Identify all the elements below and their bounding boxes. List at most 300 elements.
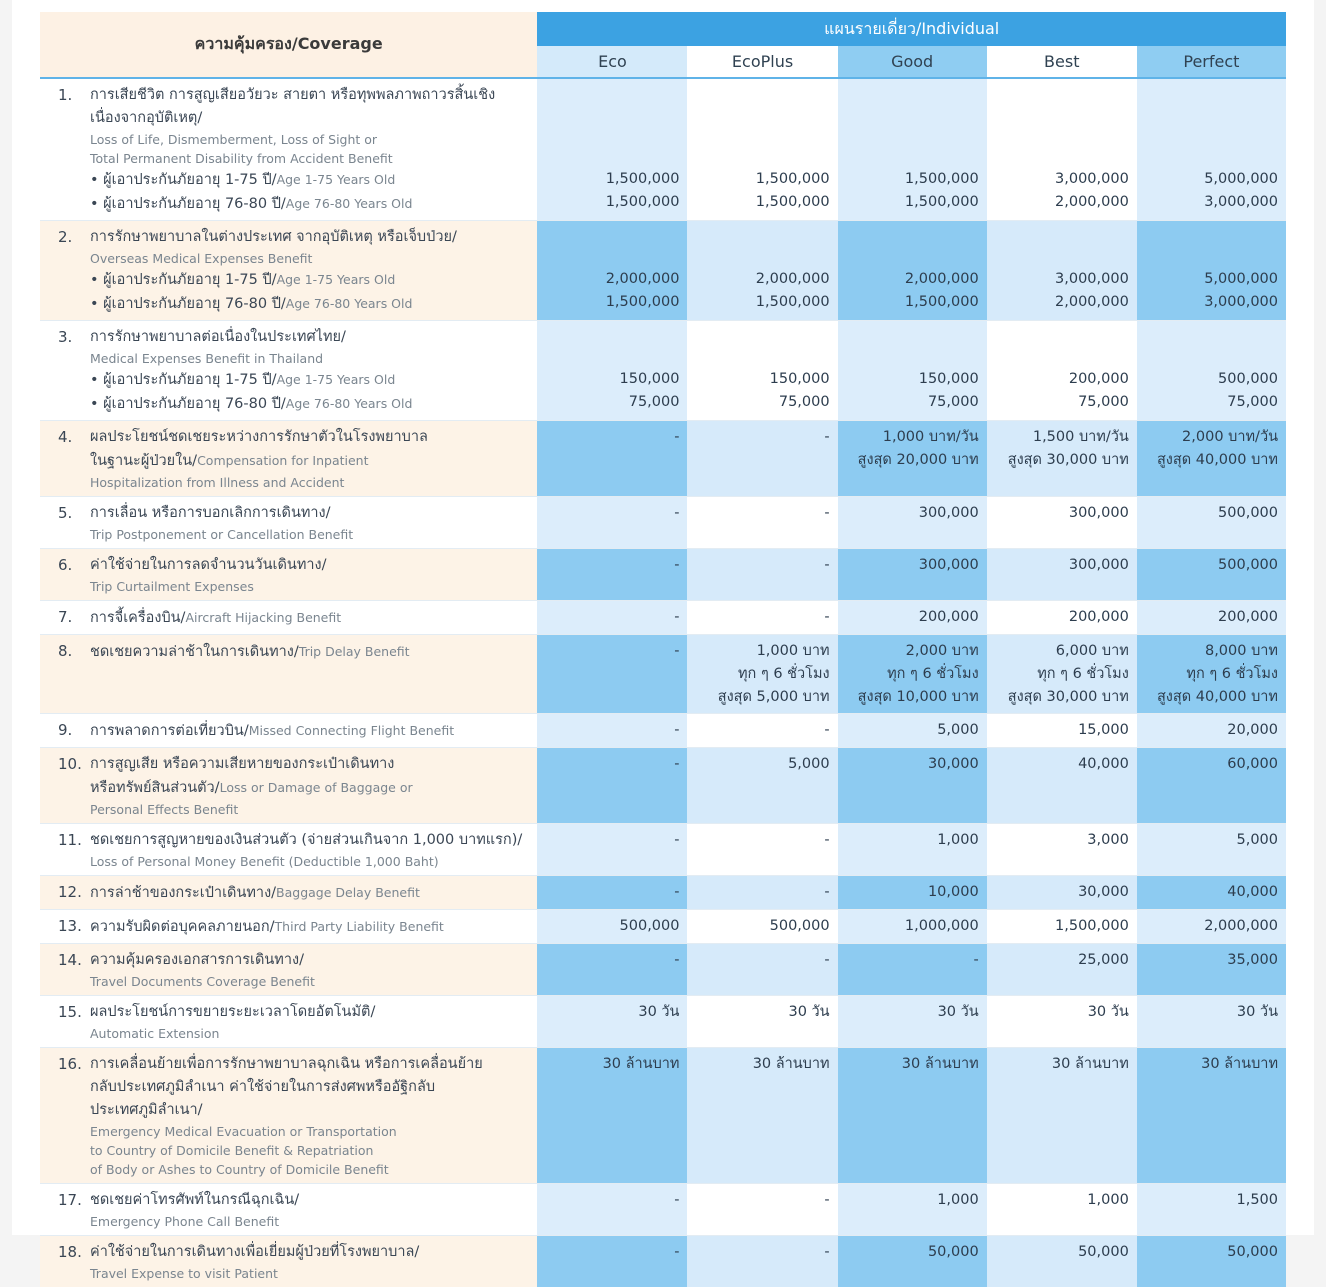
coverage-title-th xyxy=(90,753,529,776)
plan-value-best xyxy=(987,910,1137,944)
value-line: - xyxy=(541,829,679,852)
coverage-title-th-text: การจี้เครื่องบิน/ xyxy=(90,610,185,626)
value-line: 2,000,000 xyxy=(991,191,1129,214)
coverage-row xyxy=(40,549,1286,601)
value-line: 15,000 xyxy=(991,719,1129,742)
value-line: 30 ล้านบาท xyxy=(842,1053,979,1076)
coverage-title-th-text: ค่าใช้จ่ายในการลดจำนวนวันเดินทาง/ xyxy=(90,557,327,573)
value-line: 3,000 xyxy=(991,829,1129,852)
value-line: 30 วัน xyxy=(541,1001,679,1024)
plan-value-eco xyxy=(537,497,687,549)
plan-value-eco xyxy=(537,910,687,944)
plan-value-eco xyxy=(537,1236,687,1287)
plan-header-perfect: Perfect xyxy=(1137,46,1286,78)
value-line: 500,000 xyxy=(691,915,829,938)
coverage-title-th xyxy=(90,107,529,130)
coverage-title-th xyxy=(90,606,529,630)
row-number: 12. xyxy=(58,881,90,905)
value-line: 1,500,000 xyxy=(842,168,979,191)
plan-value-perfect xyxy=(1137,910,1286,944)
value-line: 200,000 xyxy=(842,606,979,629)
coverage-title-th-text: ความรับผิดต่อบุคคลภายนอก/ xyxy=(90,919,275,935)
coverage-title-en: to Country of Domicile Benefit & Repatriation xyxy=(90,1141,529,1160)
coverage-title-th-text: การเสียชีวิต การสูญเสียอวัยวะ สายตา หรือทุพพลภาพถาวรสิ้นเชิง xyxy=(90,87,495,103)
value-line: 2,000 บาท xyxy=(842,640,979,663)
plan-value-perfect xyxy=(1137,321,1286,421)
value-line: ทุก ๆ 6 ชั่วโมง xyxy=(842,663,979,686)
coverage-title-th xyxy=(90,226,529,249)
plan-value-ecoplus xyxy=(687,996,837,1048)
coverage-row xyxy=(40,1048,1286,1184)
value-line: 5,000,000 xyxy=(1141,268,1278,291)
plan-value-eco xyxy=(537,996,687,1048)
plan-value-eco xyxy=(537,714,687,748)
plan-value-eco xyxy=(537,635,687,714)
coverage-title-th xyxy=(90,84,529,107)
value-line: 2,000,000 xyxy=(1141,915,1278,938)
plan-value-eco xyxy=(537,78,687,221)
plan-header-best: Best xyxy=(987,46,1137,78)
plan-value-ecoplus xyxy=(687,1236,837,1287)
value-line: 1,500,000 xyxy=(842,191,979,214)
value-line: - xyxy=(691,881,829,904)
plan-value-good xyxy=(838,944,987,996)
plan-value-best xyxy=(987,714,1137,748)
coverage-title-th-text: ความคุ้มครองเอกสารการเดินทาง/ xyxy=(90,952,304,968)
value-line: 30,000 xyxy=(991,881,1129,904)
coverage-description xyxy=(40,497,537,549)
age-group-th: • ผู้เอาประกันภัยอายุ 1-75 ปี/ xyxy=(90,272,277,288)
value-line: 2,000,000 xyxy=(691,268,829,291)
coverage-row xyxy=(40,1184,1286,1236)
coverage-row xyxy=(40,635,1286,714)
coverage-title-en: Total Permanent Disability from Accident Benefit xyxy=(90,149,529,168)
value-line: ทุก ๆ 6 ชั่วโมง xyxy=(991,663,1129,686)
coverage-title-en: Overseas Medical Expenses Benefit xyxy=(90,249,529,268)
value-line: สูงสุด 20,000 บาท xyxy=(842,449,979,472)
plan-value-best xyxy=(987,1236,1137,1287)
coverage-title-th xyxy=(90,554,529,577)
age-group-label xyxy=(90,392,529,416)
value-line: 30 วัน xyxy=(991,1001,1129,1024)
row-number: 18. xyxy=(58,1241,90,1283)
value-line: 1,500,000 xyxy=(541,291,679,314)
coverage-title-en-inline: Missed Connecting Flight Benefit xyxy=(249,723,454,738)
coverage-title-th xyxy=(90,1189,529,1212)
value-line: 30 ล้านบาท xyxy=(691,1053,829,1076)
plan-value-good xyxy=(838,876,987,910)
coverage-description xyxy=(40,1236,537,1287)
coverage-row xyxy=(40,221,1286,321)
value-line: - xyxy=(541,949,679,972)
value-line: 3,000,000 xyxy=(991,268,1129,291)
plan-value-ecoplus xyxy=(687,714,837,748)
value-line: - xyxy=(691,829,829,852)
plan-value-eco xyxy=(537,221,687,321)
coverage-title-en: Hospitalization from Illness and Accident xyxy=(90,473,529,492)
value-line: ทุก ๆ 6 ชั่วโมง xyxy=(691,663,829,686)
row-number: 13. xyxy=(58,915,90,939)
coverage-title-th xyxy=(90,1241,529,1264)
document-page xyxy=(12,0,1314,1235)
coverage-description xyxy=(40,601,537,635)
coverage-title-th-text: การพลาดการต่อเที่ยวบิน/ xyxy=(90,723,249,739)
coverage-title-th-text: ผลประโยชน์การขยายระยะเวลาโดยอัตโนมัติ/ xyxy=(90,1004,375,1020)
coverage-title-th-text: การสูญเสีย หรือความเสียหายของกระเป๋าเดินทาง xyxy=(90,756,394,772)
value-line: - xyxy=(541,1241,679,1264)
plan-value-best xyxy=(987,1184,1137,1236)
value-line: สูงสุด 40,000 บาท xyxy=(1141,449,1278,472)
row-number: 1. xyxy=(58,84,90,216)
plan-value-perfect xyxy=(1137,944,1286,996)
plan-value-perfect xyxy=(1137,714,1286,748)
age-group-label xyxy=(90,268,529,292)
coverage-title-th-text: ค่าใช้จ่ายในการเดินทางเพื่อเยี่ยมผู้ป่วยที่โรงพยาบาล/ xyxy=(90,1244,419,1260)
value-line: - xyxy=(691,1241,829,1264)
value-line: สูงสุด 40,000 บาท xyxy=(1141,686,1278,709)
value-line: - xyxy=(541,426,679,449)
row-number: 11. xyxy=(58,829,90,871)
plan-value-perfect xyxy=(1137,601,1286,635)
coverage-title-th-text: ชดเชยการสูญหายของเงินส่วนตัว (จ่ายส่วนเกินจาก 1,000 บาทแรก)/ xyxy=(90,832,522,848)
age-group-en: Age 1-75 Years Old xyxy=(277,372,396,387)
plan-value-good xyxy=(838,910,987,944)
value-line: 1,000 xyxy=(842,829,979,852)
value-line: 1,000 บาท/วัน xyxy=(842,426,979,449)
coverage-title-th-text: ประเทศภูมิลำเนา/ xyxy=(90,1102,203,1118)
coverage-description xyxy=(40,824,537,876)
plan-value-best xyxy=(987,996,1137,1048)
coverage-title-th xyxy=(90,719,529,743)
plan-value-perfect xyxy=(1137,549,1286,601)
value-line: - xyxy=(691,502,829,525)
plan-value-good xyxy=(838,1184,987,1236)
row-number: 17. xyxy=(58,1189,90,1231)
age-group-en: Age 1-75 Years Old xyxy=(277,272,396,287)
coverage-row xyxy=(40,996,1286,1048)
value-line: 75,000 xyxy=(991,391,1129,414)
plan-value-best xyxy=(987,944,1137,996)
value-line: 50,000 xyxy=(842,1241,979,1264)
coverage-title-th xyxy=(90,1053,529,1076)
value-line: 30 วัน xyxy=(691,1001,829,1024)
coverage-title-th-text: การเลื่อน หรือการบอกเลิกการเดินทาง/ xyxy=(90,505,331,521)
coverage-title-en: Trip Postponement or Cancellation Benefit xyxy=(90,525,529,544)
row-number: 7. xyxy=(58,606,90,630)
plan-header-eco: Eco xyxy=(537,46,687,78)
value-line: 2,000 บาท/วัน xyxy=(1141,426,1278,449)
value-line: 1,500,000 xyxy=(991,915,1129,938)
row-number: 3. xyxy=(58,326,90,416)
value-line: 60,000 xyxy=(1141,753,1278,776)
coverage-title-en: Trip Curtailment Expenses xyxy=(90,577,529,596)
value-line: 300,000 xyxy=(842,554,979,577)
value-line: 10,000 xyxy=(842,881,979,904)
value-line: 3,000,000 xyxy=(991,168,1129,191)
value-line: 40,000 xyxy=(1141,881,1278,904)
value-line: 500,000 xyxy=(1141,554,1278,577)
coverage-title-en-inline: Loss or Damage of Baggage or xyxy=(220,780,413,795)
row-number: 2. xyxy=(58,226,90,316)
value-line: 150,000 xyxy=(842,368,979,391)
plan-value-ecoplus xyxy=(687,748,837,824)
value-line: - xyxy=(691,719,829,742)
value-line: 500,000 xyxy=(1141,368,1278,391)
age-group-label xyxy=(90,292,529,316)
age-group-label xyxy=(90,368,529,392)
coverage-title-th-text: การรักษาพยาบาลในต่างประเทศ จากอุบัติเหตุ หรือเจ็บป่วย/ xyxy=(90,229,457,245)
value-line: - xyxy=(691,1189,829,1212)
plan-value-perfect xyxy=(1137,1236,1286,1287)
value-line: ทุก ๆ 6 ชั่วโมง xyxy=(1141,663,1278,686)
coverage-description xyxy=(40,748,537,824)
plan-value-best xyxy=(987,601,1137,635)
coverage-title-th xyxy=(90,449,529,473)
value-line: 30 วัน xyxy=(842,1001,979,1024)
coverage-row xyxy=(40,497,1286,549)
value-line: 75,000 xyxy=(541,391,679,414)
coverage-rows xyxy=(40,78,1286,1287)
coverage-title-en-inline: Aircraft Hijacking Benefit xyxy=(185,610,341,625)
value-line: 1,500,000 xyxy=(691,191,829,214)
plan-value-good xyxy=(838,748,987,824)
plan-value-perfect xyxy=(1137,1048,1286,1184)
coverage-description xyxy=(40,1048,537,1184)
coverage-title-en: of Body or Ashes to Country of Domicile Benefit xyxy=(90,1160,529,1179)
plan-value-good xyxy=(838,824,987,876)
coverage-row xyxy=(40,1236,1286,1287)
plan-value-good xyxy=(838,996,987,1048)
row-number: 6. xyxy=(58,554,90,596)
coverage-description xyxy=(40,421,537,497)
coverage-title-th-text: เนื่องจากอุบัติเหตุ/ xyxy=(90,110,202,126)
coverage-title-en: Travel Expense to visit Patient xyxy=(90,1264,529,1283)
plan-value-good xyxy=(838,714,987,748)
plan-value-ecoplus xyxy=(687,497,837,549)
coverage-title-th-text: การรักษาพยาบาลต่อเนื่องในประเทศไทย/ xyxy=(90,329,346,345)
row-number: 4. xyxy=(58,426,90,492)
value-line: 1,000 บาท xyxy=(691,640,829,663)
plan-value-best xyxy=(987,221,1137,321)
value-line: 5,000 xyxy=(842,719,979,742)
value-line: สูงสุด 10,000 บาท xyxy=(842,686,979,709)
value-line: 1,000,000 xyxy=(842,915,979,938)
value-line: สูงสุด 30,000 บาท xyxy=(991,449,1129,472)
coverage-description xyxy=(40,549,537,601)
plan-value-good xyxy=(838,421,987,497)
coverage-title-en: Emergency Medical Evacuation or Transportation xyxy=(90,1122,529,1141)
age-group-th: • ผู้เอาประกันภัยอายุ 76-80 ปี/ xyxy=(90,396,286,412)
plan-value-perfect xyxy=(1137,635,1286,714)
value-line: 30 วัน xyxy=(1141,1001,1278,1024)
row-number: 8. xyxy=(58,640,90,664)
value-line: 2,000,000 xyxy=(991,291,1129,314)
coverage-description xyxy=(40,221,537,321)
plan-value-eco xyxy=(537,1048,687,1184)
value-line: 2,000,000 xyxy=(842,268,979,291)
coverage-title-th-text: ในฐานะผู้ป่วยใน/ xyxy=(90,453,197,469)
coverage-description xyxy=(40,944,537,996)
value-line: - xyxy=(691,554,829,577)
age-group-th: • ผู้เอาประกันภัยอายุ 1-75 ปี/ xyxy=(90,172,277,188)
coverage-title-th xyxy=(90,915,529,939)
plan-value-eco xyxy=(537,876,687,910)
age-group-en: Age 76-80 Years Old xyxy=(286,396,413,411)
value-line: 40,000 xyxy=(991,753,1129,776)
plan-value-ecoplus xyxy=(687,321,837,421)
row-number: 16. xyxy=(58,1053,90,1179)
value-line: 8,000 บาท xyxy=(1141,640,1278,663)
coverage-title-en-inline: Compensation for Inpatient xyxy=(197,453,368,468)
plan-value-best xyxy=(987,635,1137,714)
value-line: 1,000 xyxy=(842,1189,979,1212)
coverage-title-th xyxy=(90,1001,529,1024)
plan-value-ecoplus xyxy=(687,944,837,996)
plan-value-perfect xyxy=(1137,497,1286,549)
coverage-title-en-inline: Trip Delay Benefit xyxy=(299,644,410,659)
plan-value-perfect xyxy=(1137,421,1286,497)
value-line: 1,500,000 xyxy=(691,291,829,314)
coverage-title-th-text: การเคลื่อนย้ายเพื่อการรักษาพยาบาลฉุกเฉิน หรือการเคลื่อนย้าย xyxy=(90,1056,483,1072)
value-line: - xyxy=(541,640,679,663)
plan-value-best xyxy=(987,78,1137,221)
coverage-title-en: Loss of Personal Money Benefit (Deductible 1,000 Baht) xyxy=(90,852,529,871)
value-line: 1,000 xyxy=(991,1189,1129,1212)
plan-value-ecoplus xyxy=(687,876,837,910)
plan-value-ecoplus xyxy=(687,78,837,221)
age-group-label xyxy=(90,168,529,192)
row-number: 5. xyxy=(58,502,90,544)
value-line: - xyxy=(691,426,829,449)
plan-value-eco xyxy=(537,748,687,824)
coverage-title-th-text: ผลประโยชน์ชดเชยระหว่างการรักษาตัวในโรงพยาบาล xyxy=(90,429,428,445)
value-line: 200,000 xyxy=(1141,606,1278,629)
plan-value-best xyxy=(987,824,1137,876)
value-line: - xyxy=(691,606,829,629)
coverage-description xyxy=(40,78,537,221)
plan-value-best xyxy=(987,1048,1137,1184)
value-line: 30 ล้านบาท xyxy=(541,1053,679,1076)
value-line: - xyxy=(541,1189,679,1212)
value-line: 25,000 xyxy=(991,949,1129,972)
age-group-th: • ผู้เอาประกันภัยอายุ 1-75 ปี/ xyxy=(90,372,277,388)
value-line: 1,500 xyxy=(1141,1189,1278,1212)
plan-value-ecoplus xyxy=(687,1184,837,1236)
value-line: - xyxy=(691,949,829,972)
plan-value-eco xyxy=(537,1184,687,1236)
plan-value-good xyxy=(838,1236,987,1287)
plan-value-good xyxy=(838,78,987,221)
value-line: 500,000 xyxy=(1141,502,1278,525)
plan-value-perfect xyxy=(1137,748,1286,824)
value-line: - xyxy=(541,753,679,776)
value-line: 200,000 xyxy=(991,368,1129,391)
plan-value-good xyxy=(838,635,987,714)
plan-header-ecoplus: EcoPlus xyxy=(687,46,837,78)
value-line: - xyxy=(541,719,679,742)
age-group-en: Age 76-80 Years Old xyxy=(286,296,413,311)
coverage-row xyxy=(40,78,1286,221)
value-line: 5,000,000 xyxy=(1141,168,1278,191)
coverage-row xyxy=(40,601,1286,635)
plan-value-best xyxy=(987,748,1137,824)
row-number: 15. xyxy=(58,1001,90,1043)
coverage-title-en: Medical Expenses Benefit in Thailand xyxy=(90,349,529,368)
age-group-th: • ผู้เอาประกันภัยอายุ 76-80 ปี/ xyxy=(90,296,286,312)
plan-value-eco xyxy=(537,824,687,876)
row-number: 9. xyxy=(58,719,90,743)
plan-value-ecoplus xyxy=(687,221,837,321)
value-line: 75,000 xyxy=(842,391,979,414)
coverage-title-en-inline: Third Party Liability Benefit xyxy=(275,919,444,934)
value-line: - xyxy=(541,606,679,629)
coverage-row xyxy=(40,876,1286,910)
coverage-title-th-text: หรือทรัพย์สินส่วนตัว/ xyxy=(90,780,220,796)
coverage-row xyxy=(40,824,1286,876)
coverage-row xyxy=(40,748,1286,824)
value-line: 20,000 xyxy=(1141,719,1278,742)
coverage-table xyxy=(40,12,1286,1287)
plan-value-eco xyxy=(537,421,687,497)
plan-value-ecoplus xyxy=(687,910,837,944)
coverage-title-th-text: กลับประเทศภูมิลำเนา ค่าใช้จ่ายในการส่งศพหรืออัฐิกลับ xyxy=(90,1079,435,1095)
value-line: 1,500 บาท/วัน xyxy=(991,426,1129,449)
coverage-title-en: Automatic Extension xyxy=(90,1024,529,1043)
age-group-en: Age 1-75 Years Old xyxy=(277,172,396,187)
plan-value-perfect xyxy=(1137,1184,1286,1236)
coverage-row xyxy=(40,321,1286,421)
coverage-title-en: Personal Effects Benefit xyxy=(90,800,529,819)
value-line: - xyxy=(842,949,979,972)
value-line: 75,000 xyxy=(691,391,829,414)
value-line: 300,000 xyxy=(842,502,979,525)
value-line: 5,000 xyxy=(691,753,829,776)
value-line: 30,000 xyxy=(842,753,979,776)
plan-value-good xyxy=(838,1048,987,1184)
plan-value-perfect xyxy=(1137,996,1286,1048)
coverage-title-th xyxy=(90,640,529,664)
plan-value-eco xyxy=(537,944,687,996)
coverage-title-th-text: ชดเชยค่าโทรศัพท์ในกรณีฉุกเฉิน/ xyxy=(90,1192,299,1208)
coverage-row xyxy=(40,421,1286,497)
value-line: 200,000 xyxy=(991,606,1129,629)
value-line: 500,000 xyxy=(541,915,679,938)
plan-value-best xyxy=(987,497,1137,549)
row-number: 10. xyxy=(58,753,90,819)
value-line: 30 ล้านบาท xyxy=(1141,1053,1278,1076)
plan-value-best xyxy=(987,876,1137,910)
plan-value-ecoplus xyxy=(687,1048,837,1184)
coverage-header: ความคุ้มครอง/Coverage xyxy=(40,12,537,78)
value-line: - xyxy=(541,502,679,525)
coverage-title-th xyxy=(90,426,529,449)
coverage-title-th-text: ชดเชยความล่าช้าในการเดินทาง/ xyxy=(90,644,299,660)
plan-value-best xyxy=(987,549,1137,601)
value-line: 5,000 xyxy=(1141,829,1278,852)
plan-value-perfect xyxy=(1137,221,1286,321)
value-line: 50,000 xyxy=(1141,1241,1278,1264)
coverage-title-th xyxy=(90,829,529,852)
coverage-description xyxy=(40,996,537,1048)
plan-value-ecoplus xyxy=(687,549,837,601)
value-line: 300,000 xyxy=(991,502,1129,525)
coverage-title-th xyxy=(90,326,529,349)
coverage-title-th xyxy=(90,1076,529,1099)
coverage-description xyxy=(40,321,537,421)
coverage-description xyxy=(40,714,537,748)
plan-value-best xyxy=(987,321,1137,421)
coverage-title-th-text: การล่าช้าของกระเป๋าเดินทาง/ xyxy=(90,885,276,901)
